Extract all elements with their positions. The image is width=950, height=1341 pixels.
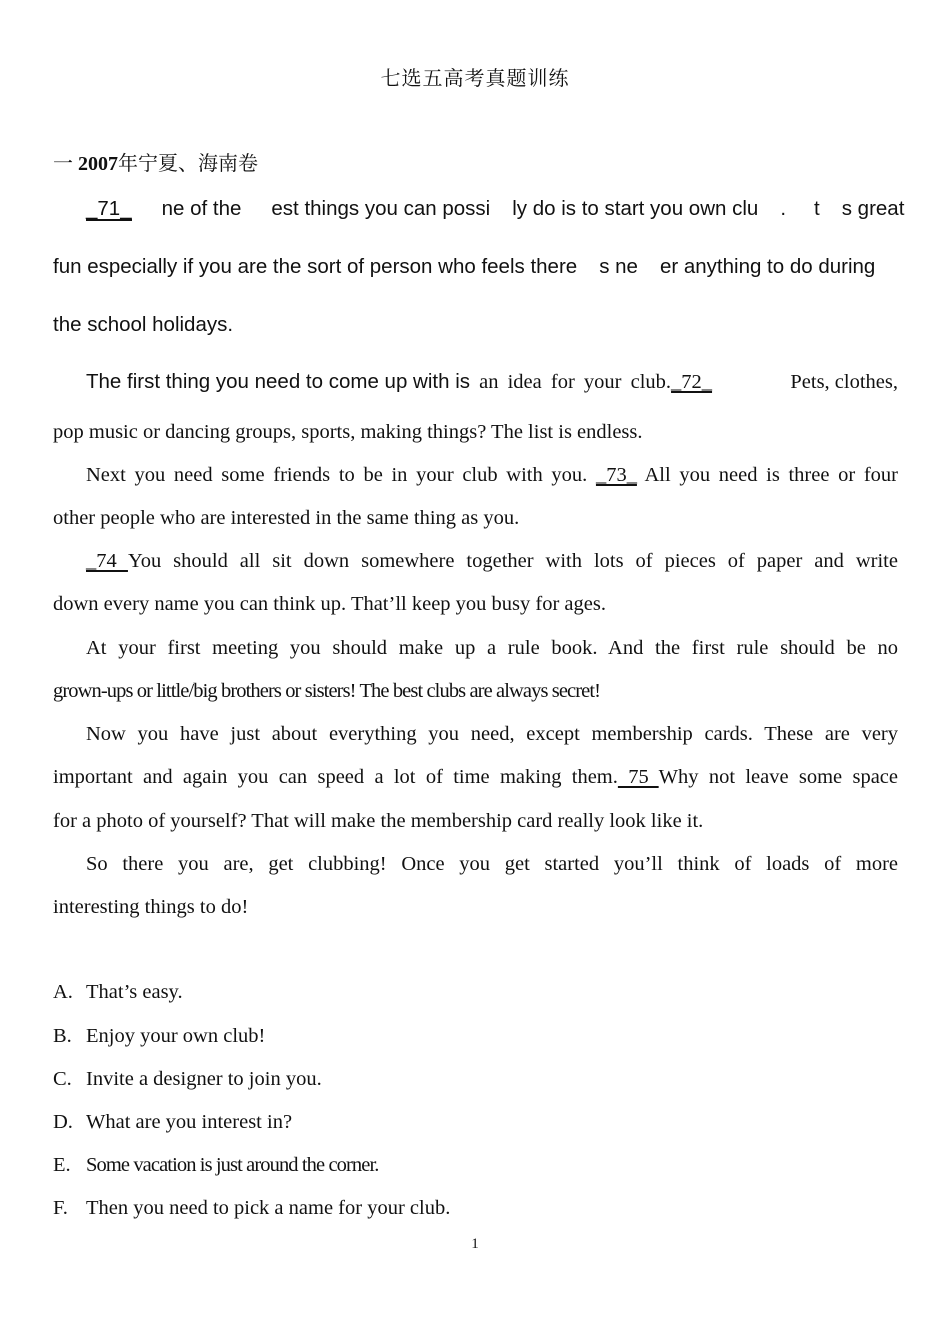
option-letter: C.	[53, 1068, 72, 1090]
p6-before: important and again you can speed a lot of time making them.	[53, 766, 618, 788]
p3-after: All you need is three or four	[636, 464, 898, 486]
p2-sans-part: The first thing you need to come up with is	[86, 370, 471, 393]
p4-line1	[86, 550, 898, 573]
p3-line2: other people who are interested in the same thing as you.	[53, 507, 520, 529]
p1-frag: est things you can possi	[271, 197, 491, 220]
p1-frag: s great	[841, 197, 905, 220]
p1-line1	[86, 197, 904, 221]
option-f	[53, 1197, 450, 1220]
p1-frag: t	[814, 197, 820, 220]
p2-line2: pop music or dancing groups, sports, making things? The list is endless.	[53, 421, 643, 443]
option-text: Some vacation is just around the corner.	[86, 1154, 379, 1176]
p6-line1: Now you have just about everything you need, except membership cards. These are very	[86, 723, 898, 745]
option-text: Invite a designer to join you.	[86, 1068, 322, 1090]
p2-serif-part: an idea for your club.	[470, 371, 672, 393]
p7-line1: So there you are, get clubbing! Once you get started you’ll think of loads of more	[86, 853, 898, 875]
p4-after: You should all sit down somewhere together with lots of pieces of paper and write	[127, 550, 898, 572]
p5-line1: At your first meeting you should make up a rule book. And the first rule should be no	[86, 637, 898, 659]
option-letter: D.	[53, 1111, 73, 1133]
option-letter: F.	[53, 1197, 68, 1219]
page-number: 1	[471, 1236, 479, 1252]
p2-line1	[86, 370, 898, 394]
p1-frag: ly do is to start you own clu	[512, 197, 759, 220]
p6-line2	[53, 766, 898, 789]
p1-line3: the school holidays.	[53, 313, 234, 336]
p1-frag: s ne	[599, 255, 638, 278]
section-suffix: 年宁夏、海南卷	[118, 153, 258, 175]
blank-73: _73_	[595, 464, 637, 486]
p1-frag: ne of the	[161, 197, 242, 220]
option-b	[53, 1025, 265, 1048]
option-a	[53, 981, 183, 1004]
option-e	[53, 1154, 379, 1177]
option-letter: A.	[53, 981, 73, 1003]
p7-line2: interesting things to do!	[53, 896, 249, 918]
p6-line3: for a photo of yourself? That will make the membership card really look like it.	[53, 810, 704, 832]
option-d	[53, 1111, 292, 1134]
option-text: Then you need to pick a name for your club.	[86, 1197, 451, 1219]
blank-72: _72_	[671, 371, 713, 393]
p1-frag: er anything to do during	[659, 255, 876, 278]
blank-75: 75	[617, 766, 659, 788]
blank-74: _74	[86, 550, 128, 572]
section-prefix: 一	[53, 153, 73, 175]
p2-after: Pets, clothes,	[790, 371, 898, 393]
blank-71: _71_	[86, 197, 132, 220]
p3-before: Next you need some friends to be in your club with you.	[86, 464, 596, 486]
page-title: 七选五高考真题训练	[380, 68, 570, 90]
option-text: That’s easy.	[86, 981, 183, 1003]
p5-line2: grown-ups or little/big brothers or sisters! The best clubs are always secret!	[53, 680, 601, 702]
option-c	[53, 1068, 322, 1091]
option-letter: B.	[53, 1025, 72, 1047]
option-text: What are you interest in?	[86, 1111, 293, 1133]
p3-line1	[86, 464, 898, 487]
option-text: Enjoy your own club!	[86, 1025, 266, 1047]
p6-after: Why not leave some space	[658, 766, 898, 788]
section-year: 2007	[78, 153, 118, 175]
p1-line2	[53, 255, 875, 279]
p1-frag: fun especially if you are the sort of person who feels there	[53, 255, 578, 278]
option-letter: E.	[53, 1154, 71, 1176]
p4-line2: down every name you can think up. That’ll keep you busy for ages.	[53, 593, 606, 615]
section-heading	[53, 147, 258, 176]
p1-frag: .	[780, 197, 787, 220]
